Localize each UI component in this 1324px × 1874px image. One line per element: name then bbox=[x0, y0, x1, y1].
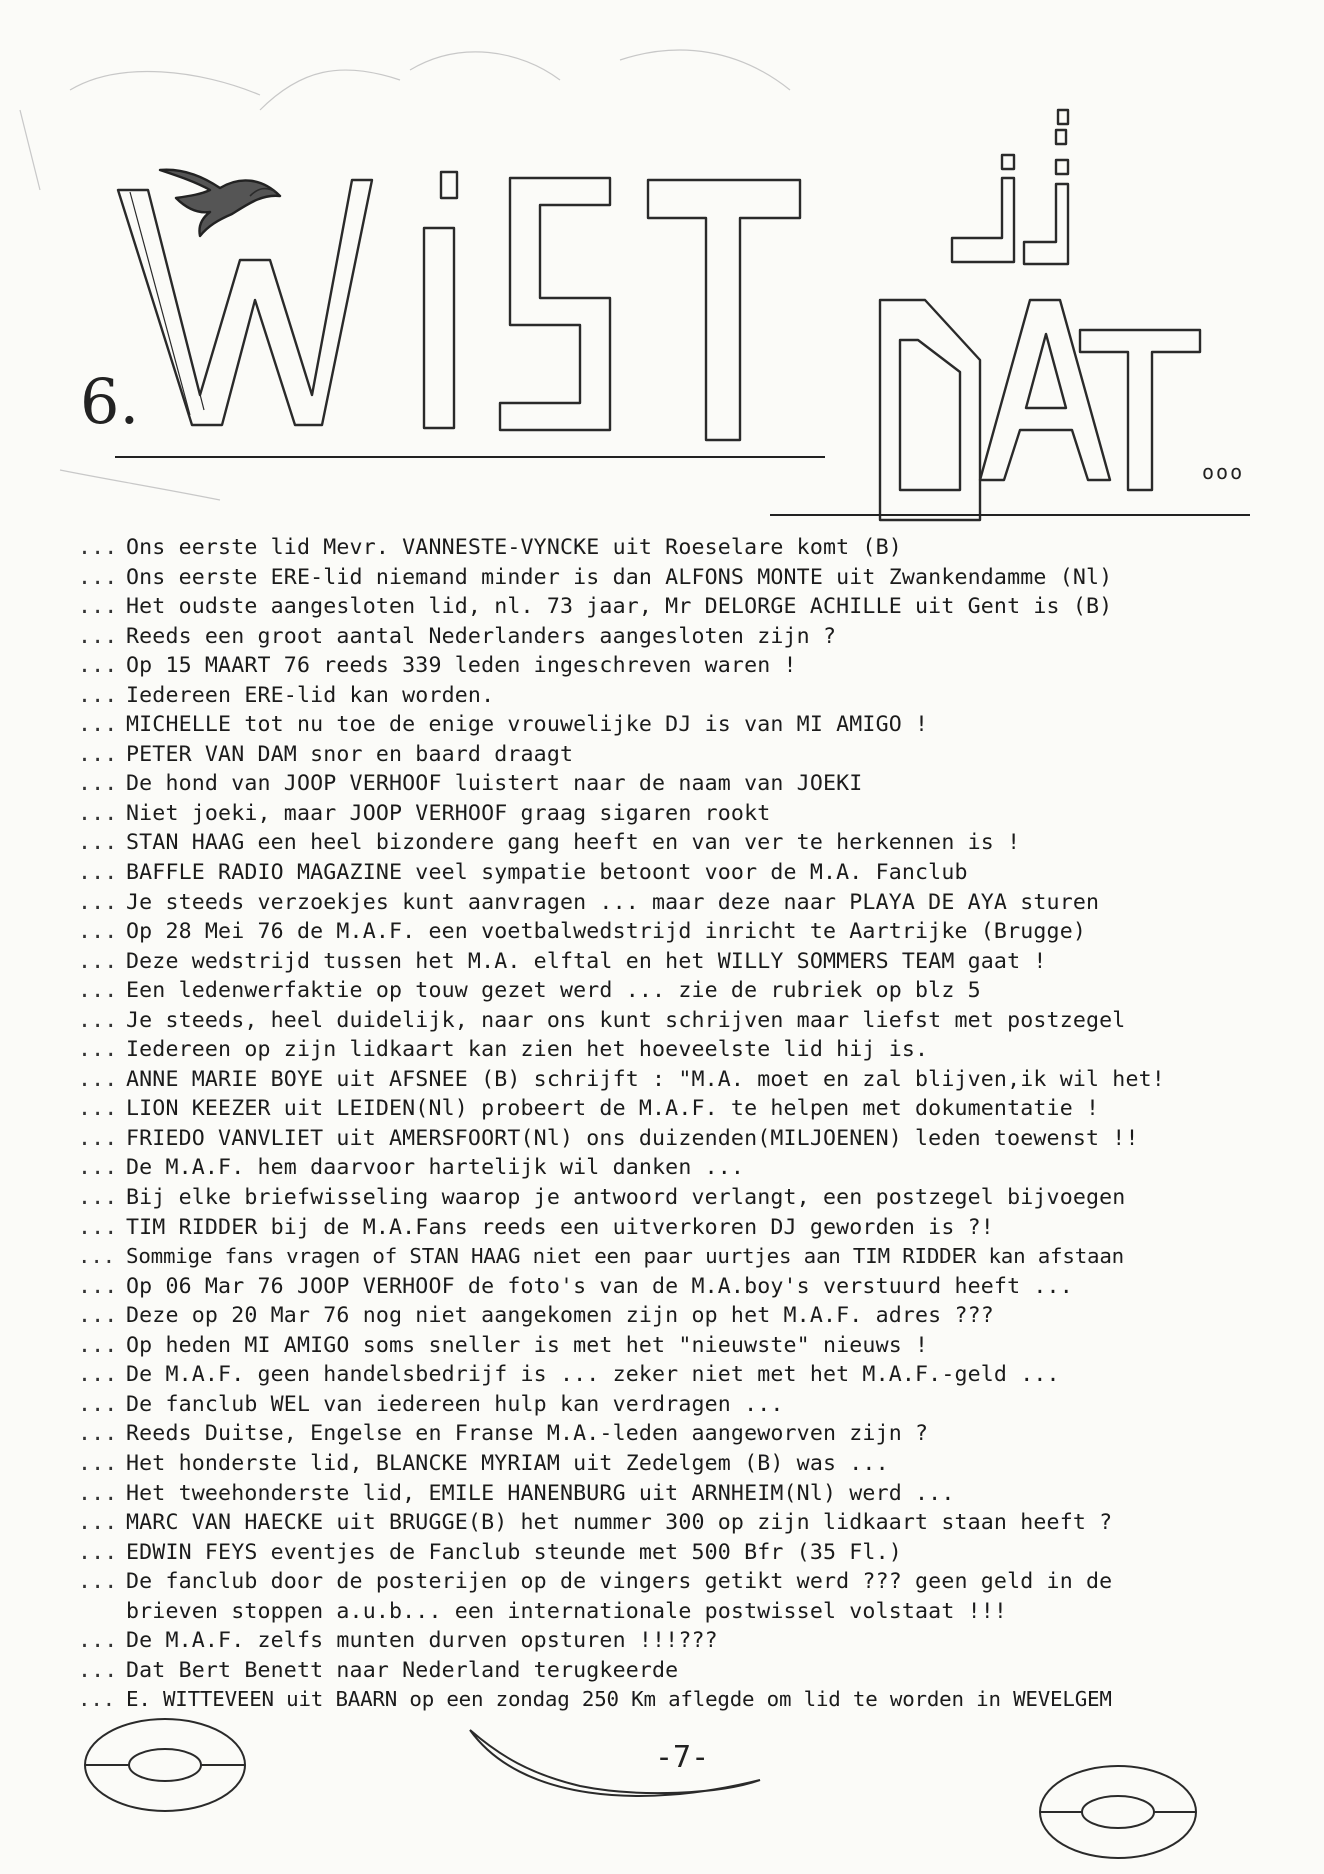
header-rule-left bbox=[115, 456, 825, 458]
list-item bbox=[78, 1449, 1278, 1479]
list-item bbox=[78, 1331, 1278, 1361]
fact-text: EDWIN FEYS eventjes de Fanclub steunde met 500 Bfr (35 Fl.) bbox=[126, 1539, 902, 1565]
fact-text: Het tweehonderste lid, EMILE HANENBURG uit ARNHEIM(Nl) werd ... bbox=[126, 1480, 955, 1506]
list-item bbox=[78, 1094, 1278, 1124]
list-item bbox=[78, 710, 1278, 740]
list-item bbox=[78, 917, 1278, 947]
list-item bbox=[78, 888, 1278, 918]
bullet-dots: ... bbox=[78, 948, 118, 974]
fact-text: De M.A.F. hem daarvoor hartelijk wil danken ... bbox=[126, 1155, 745, 1181]
page-header bbox=[0, 0, 1324, 540]
list-item bbox=[78, 681, 1278, 711]
list-item bbox=[78, 1272, 1278, 1302]
fact-text: MARC VAN HAECKE uit BRUGGE(B) het nummer 300 op zijn lidkaart staan heeft ? bbox=[126, 1510, 1113, 1536]
fact-text: Dat Bert Benett naar Nederland terugkeerde bbox=[126, 1657, 679, 1683]
list-item bbox=[78, 1567, 1278, 1597]
bullet-dots: ... bbox=[78, 1096, 118, 1122]
list-item bbox=[78, 828, 1278, 858]
bullet-dots: ... bbox=[78, 594, 118, 620]
bullet-dots: ... bbox=[78, 564, 118, 590]
bullet-dots: ... bbox=[78, 1362, 118, 1388]
bullet-dots: ... bbox=[78, 1480, 118, 1506]
title-letter-i-dot bbox=[441, 172, 457, 198]
list-item-continuation bbox=[78, 1597, 1278, 1627]
fact-text: De fanclub door de posterijen op de vingers getikt werd ??? geen geld in de bbox=[126, 1569, 1113, 1595]
fact-text: Je steeds verzoekjes kunt aanvragen ... maar deze naar PLAYA DE AYA sturen bbox=[126, 889, 1100, 915]
fact-list bbox=[78, 533, 1278, 1715]
bullet-dots: ... bbox=[78, 1539, 118, 1565]
bird-icon bbox=[160, 170, 280, 236]
fact-text: FRIEDO VANVLIET uit AMERSFOORT(Nl) ons duizenden(MILJOENEN) leden toewenst !! bbox=[126, 1125, 1139, 1151]
list-item bbox=[78, 1242, 1278, 1272]
bullet-dots: ... bbox=[78, 1657, 118, 1683]
fact-text: Ons eerste ERE-lid niemand minder is dan ALFONS MONTE uit Zwankendamme (Nl) bbox=[126, 564, 1113, 590]
bullet-dots: ... bbox=[78, 919, 118, 945]
fact-text: Op 06 Mar 76 JOOP VERHOOF de foto's van de M.A.boy's verstuurd heeft ... bbox=[126, 1273, 1073, 1299]
list-item bbox=[78, 1124, 1278, 1154]
title-letter-s bbox=[500, 178, 610, 430]
title-word-jij bbox=[952, 178, 1014, 262]
bullet-dots: ... bbox=[78, 830, 118, 856]
fact-text: Sommige fans vragen of STAN HAAG niet een paar uurtjes aan TIM RIDDER kan afstaan bbox=[126, 1244, 1124, 1269]
title-letter-a bbox=[980, 300, 1110, 480]
fact-text: Iedereen op zijn lidkaart kan zien het hoeveelste lid hij is. bbox=[126, 1037, 929, 1063]
fact-text: Iedereen ERE-lid kan worden. bbox=[126, 682, 495, 708]
list-item bbox=[78, 1213, 1278, 1243]
fact-text: TIM RIDDER bij de M.A.Fans reeds een uitverkoren DJ geworden is ?! bbox=[126, 1214, 994, 1240]
fact-text: De M.A.F. zelfs munten durven opsturen !!!??? bbox=[126, 1628, 718, 1654]
list-item bbox=[78, 1035, 1278, 1065]
bullet-dots: ... bbox=[78, 1125, 118, 1151]
bullet-dots: ... bbox=[78, 1628, 118, 1654]
fact-text: Niet joeki, maar JOOP VERHOOF graag sigaren rookt bbox=[126, 800, 771, 826]
list-item bbox=[78, 976, 1278, 1006]
fact-text: Op 28 Mei 76 de M.A.F. een voetbalwedstrijd inricht te Aartrijke (Brugge) bbox=[126, 919, 1086, 945]
bullet-dots: ... bbox=[78, 1450, 118, 1476]
bullet-dots: ... bbox=[78, 1391, 118, 1417]
list-item bbox=[78, 1508, 1278, 1538]
header-rule-right bbox=[770, 514, 1250, 516]
list-item bbox=[78, 769, 1278, 799]
title-letter-t2 bbox=[1080, 330, 1200, 490]
title-artwork bbox=[0, 0, 1324, 540]
issue-number: 6. bbox=[80, 365, 140, 438]
bullet-dots: ... bbox=[78, 889, 118, 915]
list-item bbox=[78, 799, 1278, 829]
bullet-dots: ... bbox=[78, 535, 118, 560]
fact-text: De M.A.F. geen handelsbedrijf is ... zeker niet met het M.A.F.-geld ... bbox=[126, 1362, 1060, 1388]
list-item bbox=[78, 947, 1278, 977]
fact-text: Deze op 20 Mar 76 nog niet aangekomen zijn op het M.A.F. adres ??? bbox=[126, 1303, 994, 1329]
fact-text: Het oudste aangesloten lid, nl. 73 jaar, Mr DELORGE ACHILLE uit Gent is (B) bbox=[126, 594, 1113, 620]
bullet-dots: ... bbox=[78, 1569, 118, 1595]
fact-text: De fanclub WEL van iedereen hulp kan verdragen ... bbox=[126, 1391, 784, 1417]
title-letter-t bbox=[648, 180, 800, 440]
bullet-dots: ... bbox=[78, 1037, 118, 1063]
fact-text: E. WITTEVEEN uit BAARN op een zondag 250 Km aflegde om lid te worden in WEVELGEM bbox=[126, 1687, 1112, 1712]
fact-text: Deze wedstrijd tussen het M.A. elftal en het WILLY SOMMERS TEAM gaat ! bbox=[126, 948, 1047, 974]
fact-text: BAFFLE RADIO MAGAZINE veel sympatie betoont voor de M.A. Fanclub bbox=[126, 860, 968, 886]
bullet-dots: ... bbox=[78, 1687, 115, 1712]
title-letter-d bbox=[880, 300, 980, 520]
list-item bbox=[78, 858, 1278, 888]
fact-text: De hond van JOOP VERHOOF luistert naar de naam van JOEKI bbox=[126, 771, 863, 797]
bullet-dots: ... bbox=[78, 978, 118, 1004]
list-item bbox=[78, 592, 1278, 622]
bullet-dots: ... bbox=[78, 1273, 118, 1299]
list-item bbox=[78, 1006, 1278, 1036]
fact-text: Op heden MI AMIGO soms sneller is met het "nieuwste" nieuws ! bbox=[126, 1332, 929, 1358]
fact-text: Ons eerste lid Mevr. VANNESTE-VYNCKE uit Roeselare komt (B) bbox=[126, 535, 902, 560]
bullet-dots: ... bbox=[78, 1421, 118, 1447]
list-item bbox=[78, 1360, 1278, 1390]
list-item bbox=[78, 1626, 1278, 1656]
fact-text: ANNE MARIE BOYE uit AFSNEE (B) schrijft : "M.A. moet en zal blijven,ik wil het! bbox=[126, 1066, 1165, 1092]
list-item bbox=[78, 1390, 1278, 1420]
bullet-dots: ... bbox=[78, 1510, 118, 1536]
title-letter-i bbox=[424, 228, 454, 428]
bullet-dots: ... bbox=[78, 1332, 118, 1358]
bullet-dots: ... bbox=[78, 860, 118, 886]
list-item bbox=[78, 740, 1278, 770]
bullet-dots: ... bbox=[78, 1185, 118, 1211]
bullet-dots: ... bbox=[78, 712, 118, 738]
bullet-dots: ... bbox=[78, 1155, 118, 1181]
list-item bbox=[78, 1153, 1278, 1183]
fact-text: MICHELLE tot nu toe de enige vrouwelijke DJ is van MI AMIGO ! bbox=[126, 712, 929, 738]
list-item bbox=[78, 563, 1278, 593]
list-item bbox=[78, 1183, 1278, 1213]
fact-text: Reeds een groot aantal Nederlanders aangesloten zijn ? bbox=[126, 623, 837, 649]
bullet-dots: ... bbox=[78, 623, 118, 649]
list-item bbox=[78, 1065, 1278, 1095]
fact-text: Reeds Duitse, Engelse en Franse M.A.-leden aangeworven zijn ? bbox=[126, 1421, 929, 1447]
bullet-dots: ... bbox=[78, 682, 118, 708]
bullet-dots: ... bbox=[78, 1244, 115, 1269]
fact-text: Je steeds, heel duidelijk, naar ons kunt schrijven maar liefst met postzegel bbox=[126, 1007, 1126, 1033]
list-item bbox=[78, 1479, 1278, 1509]
fact-text: Bij elke briefwisseling waarop je antwoord verlangt, een postzegel bijvoegen bbox=[126, 1185, 1126, 1211]
bullet-dots: ... bbox=[78, 771, 118, 797]
list-item bbox=[78, 1538, 1278, 1568]
title-dots: ooo bbox=[1202, 460, 1245, 484]
fact-text: PETER VAN DAM snor en baard draagt bbox=[126, 741, 574, 767]
list-item bbox=[78, 651, 1278, 681]
fact-text: Op 15 MAART 76 reeds 339 leden ingeschreven waren ! bbox=[126, 653, 797, 679]
page-number: -7- bbox=[655, 1740, 710, 1775]
bullet-dots: ... bbox=[78, 653, 118, 679]
list-item bbox=[78, 1419, 1278, 1449]
fact-text: brieven stoppen a.u.b... een internationale postwissel volstaat !!! bbox=[126, 1598, 1008, 1624]
fact-text: Een ledenwerfaktie op touw gezet werd ... zie de rubriek op blz 5 bbox=[126, 978, 981, 1004]
title-letter-w bbox=[118, 180, 372, 425]
page-number-swoosh bbox=[470, 1730, 760, 1796]
bullet-dots: ... bbox=[78, 1214, 118, 1240]
bullet-dots: ... bbox=[78, 1066, 118, 1092]
fact-text: Het honderste lid, BLANCKE MYRIAM uit Zedelgem (B) was ... bbox=[126, 1450, 889, 1476]
bullet-dots: ... bbox=[78, 1303, 118, 1329]
fact-text: LION KEEZER uit LEIDEN(Nl) probeert de M.A.F. te helpen met dokumentatie ! bbox=[126, 1096, 1100, 1122]
page-footer bbox=[0, 1690, 1324, 1870]
bullet-dots: ... bbox=[78, 741, 118, 767]
footer-ornaments bbox=[0, 1690, 1324, 1870]
list-item bbox=[78, 533, 1278, 563]
fact-text: STAN HAAG een heel bizondere gang heeft en van ver te herkennen is ! bbox=[126, 830, 1021, 856]
list-item bbox=[78, 1301, 1278, 1331]
list-item bbox=[78, 1656, 1278, 1686]
bullet-dots: ... bbox=[78, 800, 118, 826]
bullet-dots: ... bbox=[78, 1007, 118, 1033]
list-item bbox=[78, 622, 1278, 652]
